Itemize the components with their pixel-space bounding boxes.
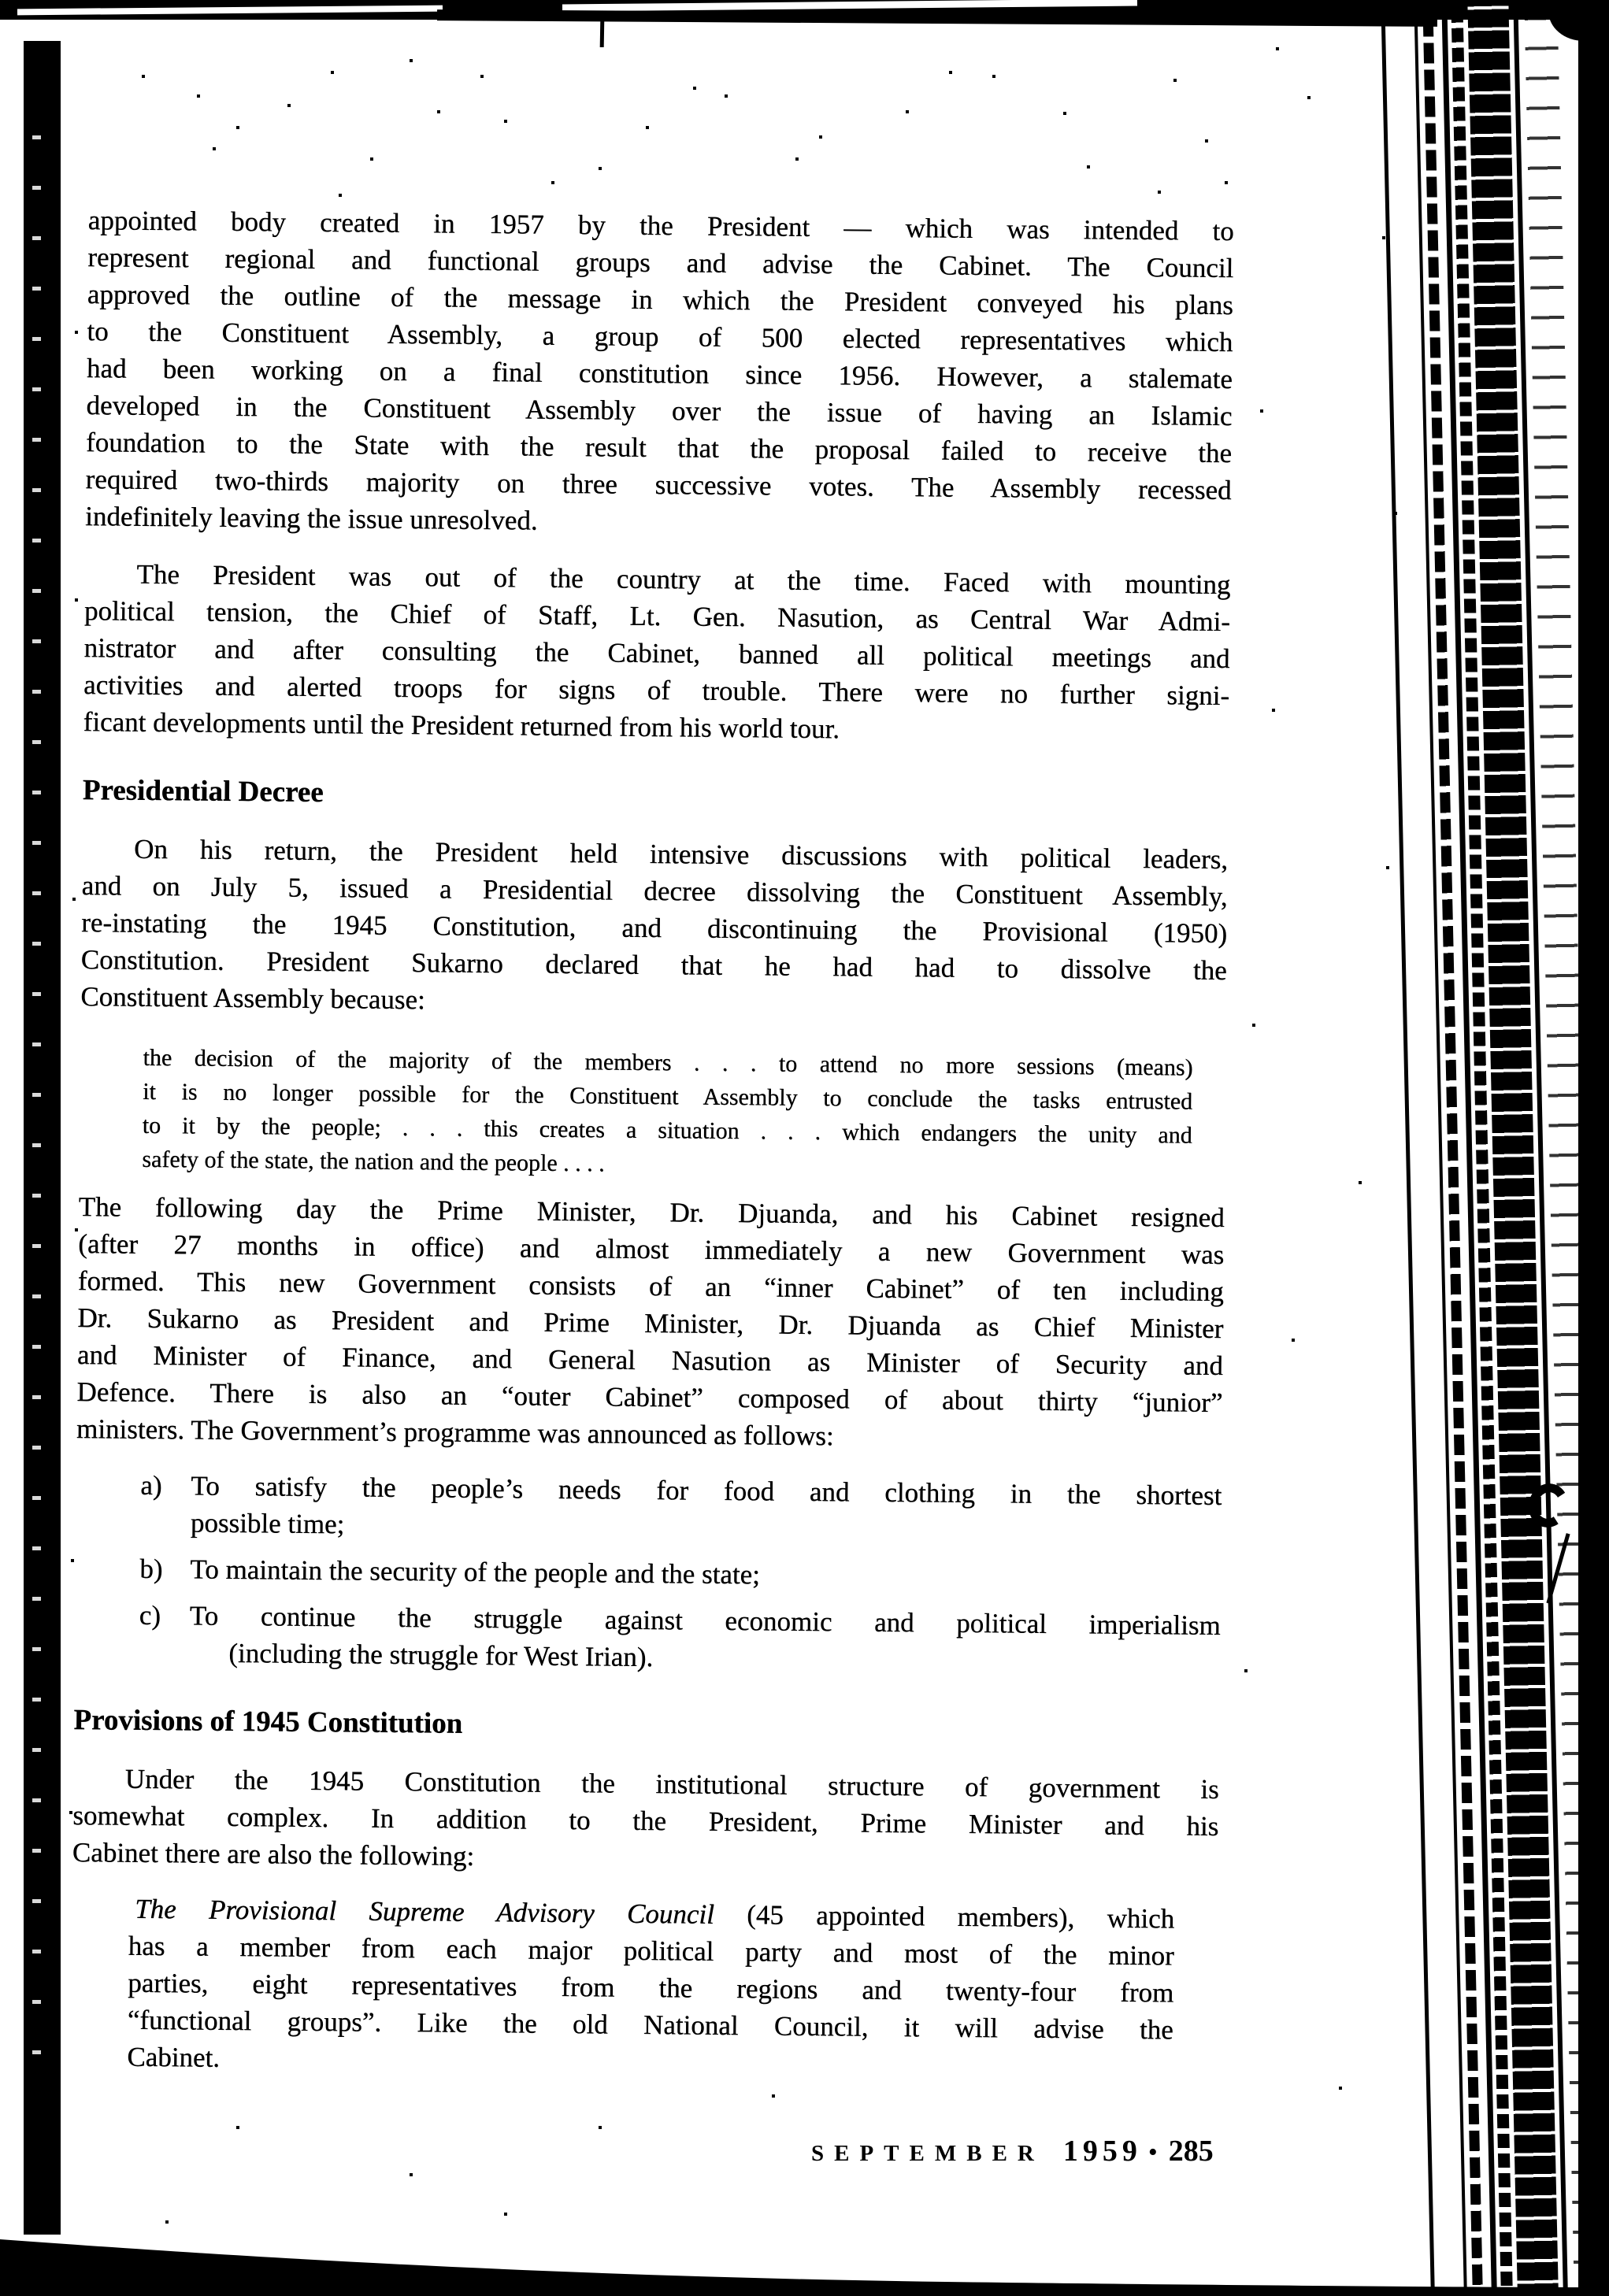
text-line: somewhat complex. In addition to the President, Prime Minister and his — [72, 1799, 1219, 1842]
list-marker: b) — [139, 1553, 163, 1584]
text-line: parties, eight representatives from the regions and twenty-four from — [128, 1967, 1174, 2009]
page-footer — [811, 2134, 1214, 2168]
text-line: appointed body created in 1957 by the President — which was intended to — [87, 204, 1234, 246]
text-line: activities and alerted troops for signs of trouble. There were no further signi- — [83, 668, 1230, 711]
list-marker: a) — [140, 1469, 162, 1501]
scan-slit — [562, 0, 1137, 12]
list-marker: c) — [139, 1599, 161, 1631]
text-line: ministers. The Government’s programme was announced as follows: — [76, 1413, 834, 1452]
text-line: nistrator and after consulting the Cabinet, banned all political meetings and — [83, 631, 1230, 674]
paragraph — [76, 1188, 1225, 1458]
text-line: to it by the people; . . . this creates a situation . . . which endangers the unity and — [142, 1112, 1192, 1149]
text-line: To satisfy the people’s needs for food and clothing in the shortest — [191, 1470, 1222, 1511]
list-item — [75, 1550, 1221, 1598]
footer-month: SEPTEMBER — [811, 2141, 1044, 2166]
italic-lead: The Provisional Supreme Advisory Council — [135, 1893, 715, 1930]
text-line: Cabinet there are also the following: — [72, 1836, 475, 1872]
advisory-council-paragraph — [127, 1890, 1174, 2086]
footer-bullet: • — [1147, 2138, 1158, 2167]
text-line: Constituent Assembly because: — [80, 980, 425, 1016]
text-line: formed. This new Government consists of an “inner Cabinet” of ten including — [77, 1265, 1224, 1307]
text-line: On his return, the President held intensive discussions with political leaders, — [133, 833, 1229, 875]
program-list — [74, 1466, 1222, 1681]
block-quote — [142, 1041, 1193, 1187]
text-line: developed in the Constituent Assembly over the issue of having an Islamic — [86, 389, 1233, 431]
text-line: has a member from each major political party and most of the minor — [128, 1930, 1174, 1972]
text-line: foundation to the State with the result that the proposal failed to receive the — [85, 426, 1233, 468]
text-line: represent regional and functional groups and advise the Cabinet. The Council — [87, 241, 1234, 283]
text-line: approved the outline of the message in which the President conveyed his plans — [87, 278, 1233, 320]
text-line: to the Constituent Assembly, a group of 500 elected representatives which — [87, 315, 1233, 357]
text-line: the decision of the majority of the members . . . to attend no more sessions (means) — [143, 1044, 1193, 1081]
scan-noise-speckles — [0, 0, 3, 3]
text-column — [70, 202, 1234, 2086]
footer-year: 1959 — [1062, 2135, 1142, 2168]
text-line: required two-thirds majority on three successive votes. The Assembly recessed — [85, 463, 1232, 505]
section-heading: Provisions of 1945 Constitution — [73, 1703, 463, 1740]
binding-streak — [1381, 0, 1436, 2296]
book-binding-streaks — [1374, 0, 1609, 2296]
paragraph — [80, 830, 1228, 1026]
footer-page-number: 285 — [1168, 2135, 1214, 2168]
text-line: and on July 5, issued a Presidential decree dissolving the Constituent Assembly, — [81, 869, 1228, 912]
scan-tick-mark — [600, 19, 605, 47]
paragraph — [85, 202, 1234, 546]
text-line: ficant developments until the President returned from his world tour. — [83, 705, 840, 745]
text-line: indefinitely leaving the issue unresolved. — [84, 500, 538, 536]
text-line: The Provisional Supreme Advisory Council (45 appointed members), which — [135, 1893, 1175, 1935]
text-line: it is no longer possible for the Constituent Assembly to conclude the tasks entrusted — [142, 1078, 1193, 1115]
text-line: The following day the Prime Minister, Dr. Djuanda, and his Cabinet resigned — [78, 1191, 1225, 1233]
text-line: Under the 1945 Constitution the institutional structure of government is — [124, 1763, 1219, 1805]
scan-speckle — [32, 135, 41, 2065]
scan-bottom-edge — [0, 2233, 1609, 2296]
list-item — [74, 1596, 1221, 1681]
text-line: To continue the struggle against economic and political imperialism — [189, 1600, 1221, 1641]
text-line: political tension, the Chief of Staff, Lt. Gen. Nasution, as Central War Admi- — [83, 594, 1231, 637]
paragraph — [72, 1760, 1219, 1882]
section-heading: Presidential Decree — [82, 773, 324, 809]
text-line: “functional groups”. Like the old National Council, it will advise the — [127, 2004, 1173, 2046]
text-line: had been working on a final constitution since 1956. However, a stalemate — [86, 352, 1233, 394]
scan-left-edge-bar — [24, 41, 61, 2235]
text-line: possible time; — [190, 1507, 345, 1540]
text-line: Cabinet. — [127, 2041, 221, 2073]
text-line: The President was out of the country at the time. Faced with mounting — [136, 558, 1231, 600]
text-line: Dr. Sukarno as President and Prime Minister, Dr. Djuanda as Chief Minister — [77, 1302, 1224, 1344]
paragraph — [83, 555, 1230, 751]
text-line: safety of the state, the nation and the people . . . . — [142, 1146, 605, 1177]
text-line: re-instating the 1945 Constitution, and discontinuing the Provisional (1950) — [81, 906, 1228, 949]
text-line: Constitution. President Sukarno declared that he had had to dissolve the — [80, 943, 1227, 986]
text-line: and Minister of Finance, and General Nasution as Minister of Security and — [76, 1339, 1224, 1381]
text-line: Defence. There is also an “outer Cabinet” composed of about thirty “junior” — [76, 1376, 1223, 1418]
scan-right-black-band — [1578, 0, 1609, 2296]
text-line: (including the struggle for West Irian). — [228, 1637, 654, 1672]
scan-slit — [17, 6, 443, 16]
text-line: (after 27 months in office) and almost immediately a new Government was — [78, 1228, 1225, 1270]
text-line: To maintain the security of the people and the state; — [190, 1554, 761, 1591]
list-item — [76, 1466, 1222, 1551]
